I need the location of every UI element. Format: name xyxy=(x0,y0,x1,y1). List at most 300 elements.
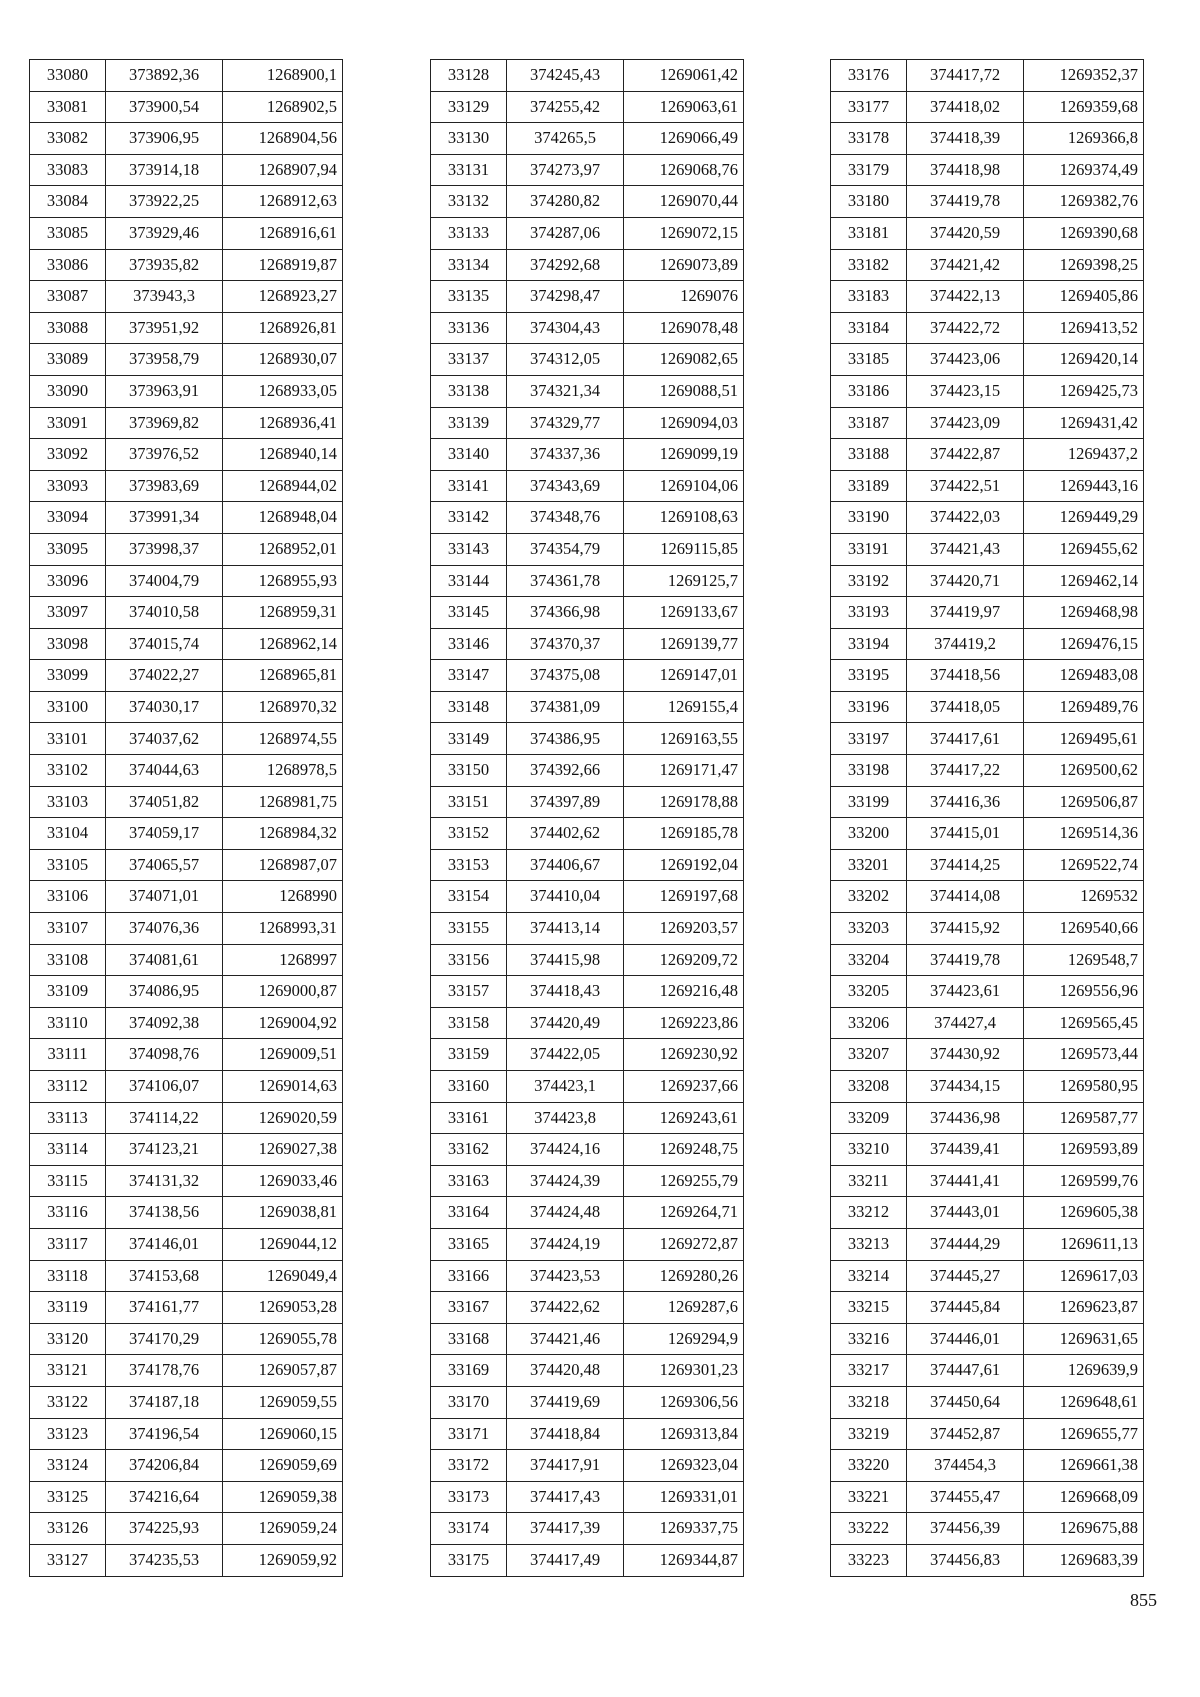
table-row xyxy=(831,1386,1144,1418)
y-coordinate-cell: 1268955,93 xyxy=(223,565,343,597)
point-number-cell: 33089 xyxy=(30,344,106,376)
x-coordinate-cell: 373943,3 xyxy=(106,281,223,313)
table-row xyxy=(831,660,1144,692)
table-row xyxy=(30,91,343,123)
table-row xyxy=(831,1134,1144,1166)
x-coordinate-cell: 374414,25 xyxy=(907,849,1024,881)
y-coordinate-cell: 1269216,48 xyxy=(624,976,744,1008)
x-coordinate-cell: 374392,66 xyxy=(507,755,624,787)
point-number-cell: 33126 xyxy=(30,1513,106,1545)
y-coordinate-cell: 1269331,01 xyxy=(624,1481,744,1513)
point-number-cell: 33129 xyxy=(431,91,507,123)
y-coordinate-cell: 1269209,72 xyxy=(624,944,744,976)
x-coordinate-cell: 374443,01 xyxy=(907,1197,1024,1229)
table-row xyxy=(30,944,343,976)
x-coordinate-cell: 373958,79 xyxy=(106,344,223,376)
table-row xyxy=(831,755,1144,787)
y-coordinate-cell: 1269587,77 xyxy=(1024,1102,1144,1134)
table-row xyxy=(431,1386,744,1418)
x-coordinate-cell: 374402,62 xyxy=(507,818,624,850)
point-number-cell: 33150 xyxy=(431,755,507,787)
point-number-cell: 33132 xyxy=(431,186,507,218)
x-coordinate-cell: 374452,87 xyxy=(907,1418,1024,1450)
x-coordinate-cell: 374381,09 xyxy=(507,691,624,723)
point-number-cell: 33142 xyxy=(431,502,507,534)
y-coordinate-cell: 1269059,24 xyxy=(223,1513,343,1545)
x-coordinate-cell: 374304,43 xyxy=(507,312,624,344)
table-row xyxy=(431,1165,744,1197)
x-coordinate-cell: 374419,78 xyxy=(907,944,1024,976)
y-coordinate-cell: 1269248,75 xyxy=(624,1134,744,1166)
y-coordinate-cell: 1269668,09 xyxy=(1024,1481,1144,1513)
x-coordinate-cell: 373991,34 xyxy=(106,502,223,534)
y-coordinate-cell: 1269264,71 xyxy=(624,1197,744,1229)
point-number-cell: 33175 xyxy=(431,1544,507,1576)
y-coordinate-cell: 1268948,04 xyxy=(223,502,343,534)
y-coordinate-cell: 1269420,14 xyxy=(1024,344,1144,376)
x-coordinate-cell: 374206,84 xyxy=(106,1450,223,1482)
point-number-cell: 33123 xyxy=(30,1418,106,1450)
point-number-cell: 33101 xyxy=(30,723,106,755)
point-number-cell: 33181 xyxy=(831,217,907,249)
x-coordinate-cell: 374086,95 xyxy=(106,976,223,1008)
y-coordinate-cell: 1269057,87 xyxy=(223,1355,343,1387)
point-number-cell: 33198 xyxy=(831,755,907,787)
table-row xyxy=(30,1197,343,1229)
table-row xyxy=(831,91,1144,123)
point-number-cell: 33190 xyxy=(831,502,907,534)
x-coordinate-cell: 374146,01 xyxy=(106,1228,223,1260)
point-number-cell: 33144 xyxy=(431,565,507,597)
point-number-cell: 33146 xyxy=(431,628,507,660)
x-coordinate-cell: 374410,04 xyxy=(507,881,624,913)
table-row xyxy=(30,60,343,92)
y-coordinate-cell: 1269014,63 xyxy=(223,1071,343,1103)
y-coordinate-cell: 1269593,89 xyxy=(1024,1134,1144,1166)
x-coordinate-cell: 374446,01 xyxy=(907,1323,1024,1355)
y-coordinate-cell: 1269053,28 xyxy=(223,1292,343,1324)
x-coordinate-cell: 374441,41 xyxy=(907,1165,1024,1197)
table-row xyxy=(831,375,1144,407)
table-row xyxy=(30,849,343,881)
point-number-cell: 33149 xyxy=(431,723,507,755)
table-row xyxy=(431,312,744,344)
table-row xyxy=(30,470,343,502)
x-coordinate-cell: 374417,22 xyxy=(907,755,1024,787)
table-row xyxy=(30,154,343,186)
table-row xyxy=(431,565,744,597)
x-coordinate-cell: 374422,62 xyxy=(507,1292,624,1324)
x-coordinate-cell: 374444,29 xyxy=(907,1228,1024,1260)
x-coordinate-cell: 374421,46 xyxy=(507,1323,624,1355)
table-row xyxy=(831,439,1144,471)
x-coordinate-cell: 374421,43 xyxy=(907,533,1024,565)
x-coordinate-cell: 374161,77 xyxy=(106,1292,223,1324)
y-coordinate-cell: 1268926,81 xyxy=(223,312,343,344)
page-number: 855 xyxy=(1130,1590,1157,1610)
table-row xyxy=(30,249,343,281)
table-row xyxy=(30,628,343,660)
table-row xyxy=(30,1481,343,1513)
y-coordinate-cell: 1269059,69 xyxy=(223,1450,343,1482)
table-row xyxy=(30,123,343,155)
point-number-cell: 33168 xyxy=(431,1323,507,1355)
table-row xyxy=(431,1071,744,1103)
table-row xyxy=(431,1197,744,1229)
y-coordinate-cell: 1269171,47 xyxy=(624,755,744,787)
table-row xyxy=(30,1134,343,1166)
x-coordinate-cell: 374417,72 xyxy=(907,60,1024,92)
table-row xyxy=(30,597,343,629)
y-coordinate-cell: 1269178,88 xyxy=(624,786,744,818)
point-number-cell: 33121 xyxy=(30,1355,106,1387)
y-coordinate-cell: 1269514,36 xyxy=(1024,818,1144,850)
point-number-cell: 33173 xyxy=(431,1481,507,1513)
y-coordinate-cell: 1268919,87 xyxy=(223,249,343,281)
y-coordinate-cell: 1269556,96 xyxy=(1024,976,1144,1008)
x-coordinate-cell: 374414,08 xyxy=(907,881,1024,913)
table-row xyxy=(831,1481,1144,1513)
point-number-cell: 33219 xyxy=(831,1418,907,1450)
table-row xyxy=(30,1386,343,1418)
x-coordinate-cell: 374455,47 xyxy=(907,1481,1024,1513)
y-coordinate-cell: 1269004,92 xyxy=(223,1007,343,1039)
x-coordinate-cell: 373900,54 xyxy=(106,91,223,123)
point-number-cell: 33128 xyxy=(431,60,507,92)
y-coordinate-cell: 1268981,75 xyxy=(223,786,343,818)
x-coordinate-cell: 374348,76 xyxy=(507,502,624,534)
y-coordinate-cell: 1269243,61 xyxy=(624,1102,744,1134)
x-coordinate-cell: 374419,78 xyxy=(907,186,1024,218)
x-coordinate-cell: 373892,36 xyxy=(106,60,223,92)
point-number-cell: 33080 xyxy=(30,60,106,92)
x-coordinate-cell: 373998,37 xyxy=(106,533,223,565)
y-coordinate-cell: 1269605,38 xyxy=(1024,1197,1144,1229)
x-coordinate-cell: 373951,92 xyxy=(106,312,223,344)
point-number-cell: 33207 xyxy=(831,1039,907,1071)
y-coordinate-cell: 1269323,04 xyxy=(624,1450,744,1482)
x-coordinate-cell: 374397,89 xyxy=(507,786,624,818)
y-coordinate-cell: 1269374,49 xyxy=(1024,154,1144,186)
y-coordinate-cell: 1269033,46 xyxy=(223,1165,343,1197)
x-coordinate-cell: 374312,05 xyxy=(507,344,624,376)
y-coordinate-cell: 1269230,92 xyxy=(624,1039,744,1071)
x-coordinate-cell: 374423,61 xyxy=(907,976,1024,1008)
table-row xyxy=(831,1292,1144,1324)
table-row xyxy=(431,217,744,249)
table-row xyxy=(431,1228,744,1260)
point-number-cell: 33209 xyxy=(831,1102,907,1134)
point-number-cell: 33109 xyxy=(30,976,106,1008)
point-number-cell: 33223 xyxy=(831,1544,907,1576)
point-number-cell: 33094 xyxy=(30,502,106,534)
table-row xyxy=(30,1418,343,1450)
point-number-cell: 33187 xyxy=(831,407,907,439)
point-number-cell: 33116 xyxy=(30,1197,106,1229)
x-coordinate-cell: 374423,1 xyxy=(507,1071,624,1103)
x-coordinate-cell: 374420,71 xyxy=(907,565,1024,597)
point-number-cell: 33138 xyxy=(431,375,507,407)
point-number-cell: 33143 xyxy=(431,533,507,565)
x-coordinate-cell: 374420,59 xyxy=(907,217,1024,249)
y-coordinate-cell: 1268974,55 xyxy=(223,723,343,755)
table-row xyxy=(431,691,744,723)
x-coordinate-cell: 374417,91 xyxy=(507,1450,624,1482)
point-number-cell: 33127 xyxy=(30,1544,106,1576)
x-coordinate-cell: 374418,43 xyxy=(507,976,624,1008)
x-coordinate-cell: 374436,98 xyxy=(907,1102,1024,1134)
table-row xyxy=(831,154,1144,186)
x-coordinate-cell: 374022,27 xyxy=(106,660,223,692)
x-coordinate-cell: 374245,43 xyxy=(507,60,624,92)
table-row xyxy=(831,913,1144,945)
y-coordinate-cell: 1269306,56 xyxy=(624,1386,744,1418)
table-row xyxy=(30,723,343,755)
y-coordinate-cell: 1269522,74 xyxy=(1024,849,1144,881)
table-row xyxy=(30,1355,343,1387)
point-number-cell: 33200 xyxy=(831,818,907,850)
point-number-cell: 33163 xyxy=(431,1165,507,1197)
y-coordinate-cell: 1269337,75 xyxy=(624,1513,744,1545)
point-number-cell: 33136 xyxy=(431,312,507,344)
y-coordinate-cell: 1269163,55 xyxy=(624,723,744,755)
y-coordinate-cell: 1268940,14 xyxy=(223,439,343,471)
x-coordinate-cell: 373906,95 xyxy=(106,123,223,155)
y-coordinate-cell: 1269044,12 xyxy=(223,1228,343,1260)
y-coordinate-cell: 1269683,39 xyxy=(1024,1544,1144,1576)
y-coordinate-cell: 1269495,61 xyxy=(1024,723,1144,755)
y-coordinate-cell: 1269390,68 xyxy=(1024,217,1144,249)
x-coordinate-cell: 374424,19 xyxy=(507,1228,624,1260)
table-row xyxy=(831,786,1144,818)
x-coordinate-cell: 374131,32 xyxy=(106,1165,223,1197)
x-coordinate-cell: 374273,97 xyxy=(507,154,624,186)
x-coordinate-cell: 374059,17 xyxy=(106,818,223,850)
table-row xyxy=(831,186,1144,218)
table-row xyxy=(431,186,744,218)
y-coordinate-cell: 1269068,76 xyxy=(624,154,744,186)
table-row xyxy=(30,660,343,692)
point-number-cell: 33213 xyxy=(831,1228,907,1260)
x-coordinate-cell: 374422,13 xyxy=(907,281,1024,313)
point-number-cell: 33086 xyxy=(30,249,106,281)
point-number-cell: 33212 xyxy=(831,1197,907,1229)
point-number-cell: 33193 xyxy=(831,597,907,629)
y-coordinate-cell: 1269203,57 xyxy=(624,913,744,945)
table-row xyxy=(831,217,1144,249)
point-number-cell: 33103 xyxy=(30,786,106,818)
point-number-cell: 33090 xyxy=(30,375,106,407)
point-number-cell: 33180 xyxy=(831,186,907,218)
x-coordinate-cell: 374370,37 xyxy=(507,628,624,660)
y-coordinate-cell: 1269063,61 xyxy=(624,91,744,123)
table-row xyxy=(30,312,343,344)
point-number-cell: 33113 xyxy=(30,1102,106,1134)
table-row xyxy=(30,1450,343,1482)
point-number-cell: 33093 xyxy=(30,470,106,502)
point-number-cell: 33118 xyxy=(30,1260,106,1292)
x-coordinate-cell: 374422,87 xyxy=(907,439,1024,471)
y-coordinate-cell: 1269147,01 xyxy=(624,660,744,692)
point-number-cell: 33218 xyxy=(831,1386,907,1418)
point-number-cell: 33152 xyxy=(431,818,507,850)
point-number-cell: 33189 xyxy=(831,470,907,502)
point-number-cell: 33204 xyxy=(831,944,907,976)
y-coordinate-cell: 1269255,79 xyxy=(624,1165,744,1197)
x-coordinate-cell: 374430,92 xyxy=(907,1039,1024,1071)
x-coordinate-cell: 374422,51 xyxy=(907,470,1024,502)
point-number-cell: 33186 xyxy=(831,375,907,407)
y-coordinate-cell: 1269038,81 xyxy=(223,1197,343,1229)
table-row xyxy=(431,1292,744,1324)
y-coordinate-cell: 1269366,8 xyxy=(1024,123,1144,155)
y-coordinate-cell: 1269009,51 xyxy=(223,1039,343,1071)
point-number-cell: 33199 xyxy=(831,786,907,818)
y-coordinate-cell: 1269382,76 xyxy=(1024,186,1144,218)
y-coordinate-cell: 1269108,63 xyxy=(624,502,744,534)
table-row xyxy=(431,1355,744,1387)
point-number-cell: 33098 xyxy=(30,628,106,660)
x-coordinate-cell: 374415,92 xyxy=(907,913,1024,945)
table-row xyxy=(431,1481,744,1513)
point-number-cell: 33202 xyxy=(831,881,907,913)
y-coordinate-cell: 1268952,01 xyxy=(223,533,343,565)
table-row xyxy=(30,217,343,249)
y-coordinate-cell: 1269437,2 xyxy=(1024,439,1144,471)
y-coordinate-cell: 1269611,13 xyxy=(1024,1228,1144,1260)
y-coordinate-cell: 1269599,76 xyxy=(1024,1165,1144,1197)
y-coordinate-cell: 1269661,38 xyxy=(1024,1450,1144,1482)
x-coordinate-cell: 374235,53 xyxy=(106,1544,223,1576)
table-row xyxy=(30,407,343,439)
x-coordinate-cell: 374447,61 xyxy=(907,1355,1024,1387)
x-coordinate-cell: 374417,61 xyxy=(907,723,1024,755)
point-number-cell: 33197 xyxy=(831,723,907,755)
y-coordinate-cell: 1269237,66 xyxy=(624,1071,744,1103)
point-number-cell: 33104 xyxy=(30,818,106,850)
point-number-cell: 33099 xyxy=(30,660,106,692)
table-row xyxy=(431,344,744,376)
point-number-cell: 33157 xyxy=(431,976,507,1008)
point-number-cell: 33083 xyxy=(30,154,106,186)
x-coordinate-cell: 374415,98 xyxy=(507,944,624,976)
point-number-cell: 33206 xyxy=(831,1007,907,1039)
table-row xyxy=(831,533,1144,565)
x-coordinate-cell: 374287,06 xyxy=(507,217,624,249)
table-row xyxy=(831,818,1144,850)
point-number-cell: 33087 xyxy=(30,281,106,313)
x-coordinate-cell: 374098,76 xyxy=(106,1039,223,1071)
point-number-cell: 33203 xyxy=(831,913,907,945)
y-coordinate-cell: 1269082,65 xyxy=(624,344,744,376)
x-coordinate-cell: 373969,82 xyxy=(106,407,223,439)
x-coordinate-cell: 374423,09 xyxy=(907,407,1024,439)
table-row xyxy=(30,502,343,534)
y-coordinate-cell: 1268944,02 xyxy=(223,470,343,502)
table-row xyxy=(30,818,343,850)
x-coordinate-cell: 374419,97 xyxy=(907,597,1024,629)
table-row xyxy=(30,1165,343,1197)
point-number-cell: 33106 xyxy=(30,881,106,913)
x-coordinate-cell: 374418,02 xyxy=(907,91,1024,123)
table-row xyxy=(431,976,744,1008)
x-coordinate-cell: 374081,61 xyxy=(106,944,223,976)
x-coordinate-cell: 374418,98 xyxy=(907,154,1024,186)
table-row xyxy=(431,1323,744,1355)
table-row xyxy=(431,944,744,976)
point-number-cell: 33145 xyxy=(431,597,507,629)
y-coordinate-cell: 1269060,15 xyxy=(223,1418,343,1450)
y-coordinate-cell: 1268990 xyxy=(223,881,343,913)
point-number-cell: 33135 xyxy=(431,281,507,313)
point-number-cell: 33134 xyxy=(431,249,507,281)
x-coordinate-cell: 374225,93 xyxy=(106,1513,223,1545)
point-number-cell: 33195 xyxy=(831,660,907,692)
table-row xyxy=(831,944,1144,976)
x-coordinate-cell: 374427,4 xyxy=(907,1007,1024,1039)
x-coordinate-cell: 374337,36 xyxy=(507,439,624,471)
point-number-cell: 33201 xyxy=(831,849,907,881)
point-number-cell: 33170 xyxy=(431,1386,507,1418)
table-row xyxy=(30,186,343,218)
table-row xyxy=(831,597,1144,629)
point-number-cell: 33119 xyxy=(30,1292,106,1324)
y-coordinate-cell: 1269476,15 xyxy=(1024,628,1144,660)
point-number-cell: 33088 xyxy=(30,312,106,344)
table-row xyxy=(831,312,1144,344)
table-row xyxy=(431,502,744,534)
table-row xyxy=(831,1039,1144,1071)
table-row xyxy=(831,344,1144,376)
y-coordinate-cell: 1269192,04 xyxy=(624,849,744,881)
y-coordinate-cell: 1269000,87 xyxy=(223,976,343,1008)
y-coordinate-cell: 1268907,94 xyxy=(223,154,343,186)
x-coordinate-cell: 374418,39 xyxy=(907,123,1024,155)
x-coordinate-cell: 374153,68 xyxy=(106,1260,223,1292)
y-coordinate-cell: 1269055,78 xyxy=(223,1323,343,1355)
y-coordinate-cell: 1269532 xyxy=(1024,881,1144,913)
y-coordinate-cell: 1269272,87 xyxy=(624,1228,744,1260)
table-row xyxy=(431,660,744,692)
table-row xyxy=(431,154,744,186)
point-number-cell: 33217 xyxy=(831,1355,907,1387)
y-coordinate-cell: 1268916,61 xyxy=(223,217,343,249)
table-row xyxy=(831,691,1144,723)
table-row xyxy=(431,786,744,818)
point-number-cell: 33095 xyxy=(30,533,106,565)
x-coordinate-cell: 374123,21 xyxy=(106,1134,223,1166)
table-row xyxy=(831,1197,1144,1229)
x-coordinate-cell: 374445,84 xyxy=(907,1292,1024,1324)
table-row xyxy=(431,1260,744,1292)
y-coordinate-cell: 1269344,87 xyxy=(624,1544,744,1576)
point-number-cell: 33084 xyxy=(30,186,106,218)
y-coordinate-cell: 1269675,88 xyxy=(1024,1513,1144,1545)
y-coordinate-cell: 1269631,65 xyxy=(1024,1323,1144,1355)
y-coordinate-cell: 1269115,85 xyxy=(624,533,744,565)
point-number-cell: 33117 xyxy=(30,1228,106,1260)
x-coordinate-cell: 374424,48 xyxy=(507,1197,624,1229)
coordinate-table-2 xyxy=(430,59,744,1577)
x-coordinate-cell: 374420,49 xyxy=(507,1007,624,1039)
table-row xyxy=(831,1544,1144,1576)
table-row xyxy=(831,849,1144,881)
x-coordinate-cell: 374106,07 xyxy=(106,1071,223,1103)
y-coordinate-cell: 1268984,32 xyxy=(223,818,343,850)
table-row xyxy=(831,249,1144,281)
y-coordinate-cell: 1268970,32 xyxy=(223,691,343,723)
y-coordinate-cell: 1269359,68 xyxy=(1024,91,1144,123)
